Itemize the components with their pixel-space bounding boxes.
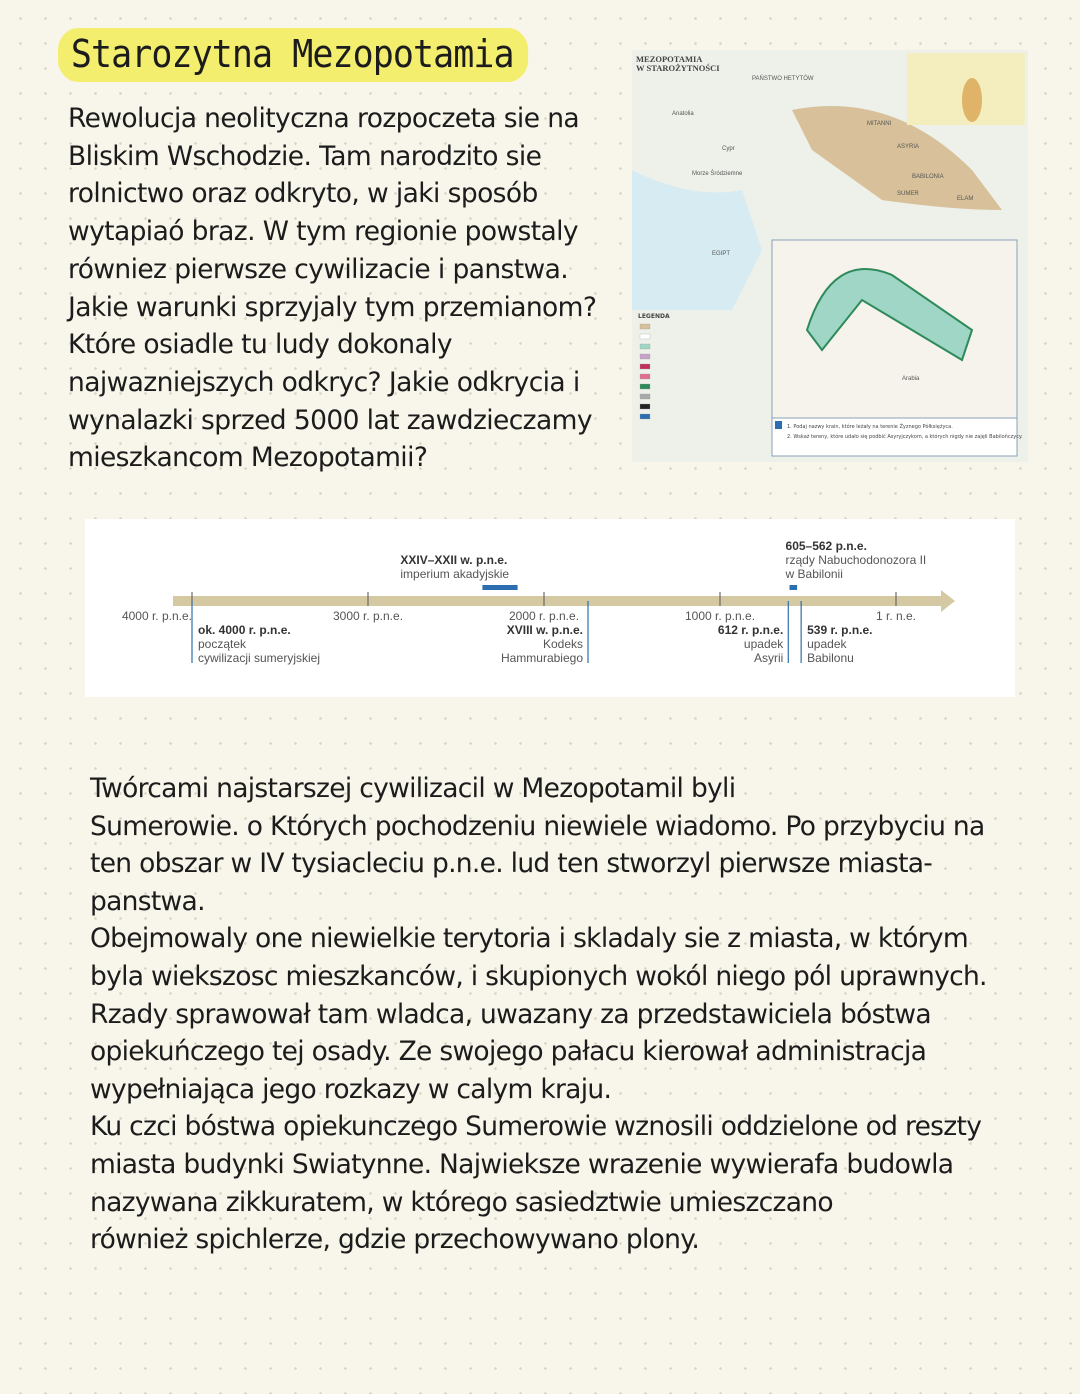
legend-swatch [640,404,650,409]
event-label [718,623,783,665]
map-label: ELAM [957,196,974,202]
timeline-text: upadek [743,637,784,651]
map-label: Cypr [722,146,735,152]
map-legend-title: LEGENDA [638,313,670,320]
timeline-text: w Babilonii [785,567,843,581]
event-label [807,623,872,665]
tick-label [444,609,644,623]
timeline-text: XXIV–XXII w. p.n.e. [400,553,508,567]
timeline-text: Hammurabiego [500,651,583,665]
text-line: Bliskim Wschodzie. Tam narodzito sie [68,140,542,172]
map-label: SUMER [897,191,919,197]
text-line: Jakie warunki sprzyjaly tym przemianom? [68,291,597,323]
tick-label [122,609,192,623]
text-line: opiekuńczego tej osady. Ze swojego pałacu kierował administracja [90,1036,927,1068]
text-line: ten obszar w IV tysiacleciu p.n.e. lud ten stworzyl pierwsze miasta- [90,848,933,880]
timeline-axis [173,596,943,606]
text-line: Rewolucja neolityczna rozpoczeta sie na [68,103,580,134]
text-line: Obejmowaly one niewielkie terytoria i skladaly sie z miasta, w którym [90,923,969,955]
text-line: rolnictwo oraz odkryto, w jaki sposób [68,178,538,210]
map-question-2: 2. Wskaż tereny, które udało się podbić Asyryjczykom, a których nigdy nie zajęli Babilończycy. [787,434,1023,440]
text-line: również spichlerze, gdzie przechowywano plony. [90,1224,700,1256]
legend-swatch [640,364,650,369]
map-label: Morze Śródziemne [692,171,743,177]
legend-swatch [640,394,650,399]
timeline-text: upadek [807,637,847,651]
map-title-2: W STAROŻYTNOŚCI [636,63,720,73]
timeline-text: Asyrii [753,651,784,665]
timeline-text: Babilonu [807,651,854,665]
map-label: Anatolia [672,111,694,117]
legend-swatch [640,354,650,359]
text-line: Sumerowie. o Których pochodzeniu niewiele wiadomo. Po przybyciu na [90,810,985,842]
map-label: BABILONIA [912,174,944,180]
legend-swatch [640,374,650,379]
event-label [501,623,583,665]
period-bar [482,585,517,590]
period-label [400,553,509,581]
map-title: MEZOPOTAMIA [636,54,703,64]
text-line: Rzady sprawował tam wladca, uwazany za przedstawiciela bóstwa [90,998,931,1030]
text-line: Które osiadle tu ludy dokonaly [68,329,452,361]
map-label: PAŃSTWO HETYTÓW [752,76,814,82]
timeline-text: 2000 r. p.n.e. [508,609,580,623]
text-line: nazywana zikkuratem, w którego sasiedztwie umieszczano [90,1186,833,1218]
map-label: Arabia [902,376,920,382]
map-question-1: 1. Podaj nazwy krain, które leżały na terenie Żyznego Półksiężyca. [787,424,953,430]
timeline-text: 1000 r. p.n.e. [684,609,756,623]
timeline-text: 539 r. p.n.e. [807,623,873,637]
text-line: Twórcami najstarszej cywilizacil w Mezopotamil byli [90,773,736,804]
text-line: mieszkancom Mezopotamii? [68,442,428,474]
tick-label [796,609,996,623]
text-line: wynalazki sprzed 5000 lat zawdzieczamy [68,404,592,436]
legend-swatch [640,324,650,329]
text-line: równiez pierwsze cywilizacie i panstwa. [68,253,569,285]
text-line: wytapiaó braz. W tym regionie powstaly [68,216,578,248]
map-image [632,50,1028,462]
timeline-text: 605–562 p.n.e. [785,539,867,553]
timeline-text: rządy Nabuchodonozora II [785,553,927,567]
legend-swatch [640,334,650,339]
page-title: Starozytna Mezopotamia [58,28,528,82]
period-label [786,539,927,581]
tick-label [268,609,468,623]
timeline-text: cywilizacji sumeryjskiej [198,651,321,665]
event-label [198,623,320,665]
timeline-chart [85,519,1015,697]
timeline-text: 3000 r. p.n.e. [332,609,404,623]
text-line: najwazniejszych odkryc? Jakie odkrycia i [68,366,580,398]
intro-paragraph [68,100,628,477]
map-label: EGIPT [712,251,731,257]
map-label: MITANNI [867,121,892,127]
timeline-text: imperium akadyjskie [400,567,510,581]
text-line: byla wiekszosc mieszkanców, i skupionych wokól niego pól uprawnych. [90,960,987,992]
period-bar [790,585,798,590]
main-paragraph [90,770,990,1259]
text-line: panstwa. [90,885,205,917]
legend-swatch [640,344,650,349]
text-line: wypełniająca jego rozkazy w calym kraju. [90,1073,612,1105]
timeline-text: początek [198,637,247,651]
tick-label [620,609,820,623]
timeline-text: Kodeks [542,637,583,651]
map-label: ASYRIA [897,144,920,150]
timeline-text: XVIII w. p.n.e. [506,623,583,637]
text-line: miasta budynki Swiatynne. Najwieksze wrazenie wywierafa budowla [90,1148,954,1180]
legend-swatch [640,414,650,419]
timeline-text: 4000 r. p.n.e. [121,609,192,623]
text-line: Ku czci bóstwa opiekunczego Sumerowie wznosili oddzielone od reszty [90,1111,982,1143]
timeline-text: ok. 4000 r. p.n.e. [198,623,291,637]
timeline-text: 612 r. p.n.e. [717,623,784,637]
legend-swatch [640,384,650,389]
timeline-text: 1 r. n.e. [875,609,917,623]
